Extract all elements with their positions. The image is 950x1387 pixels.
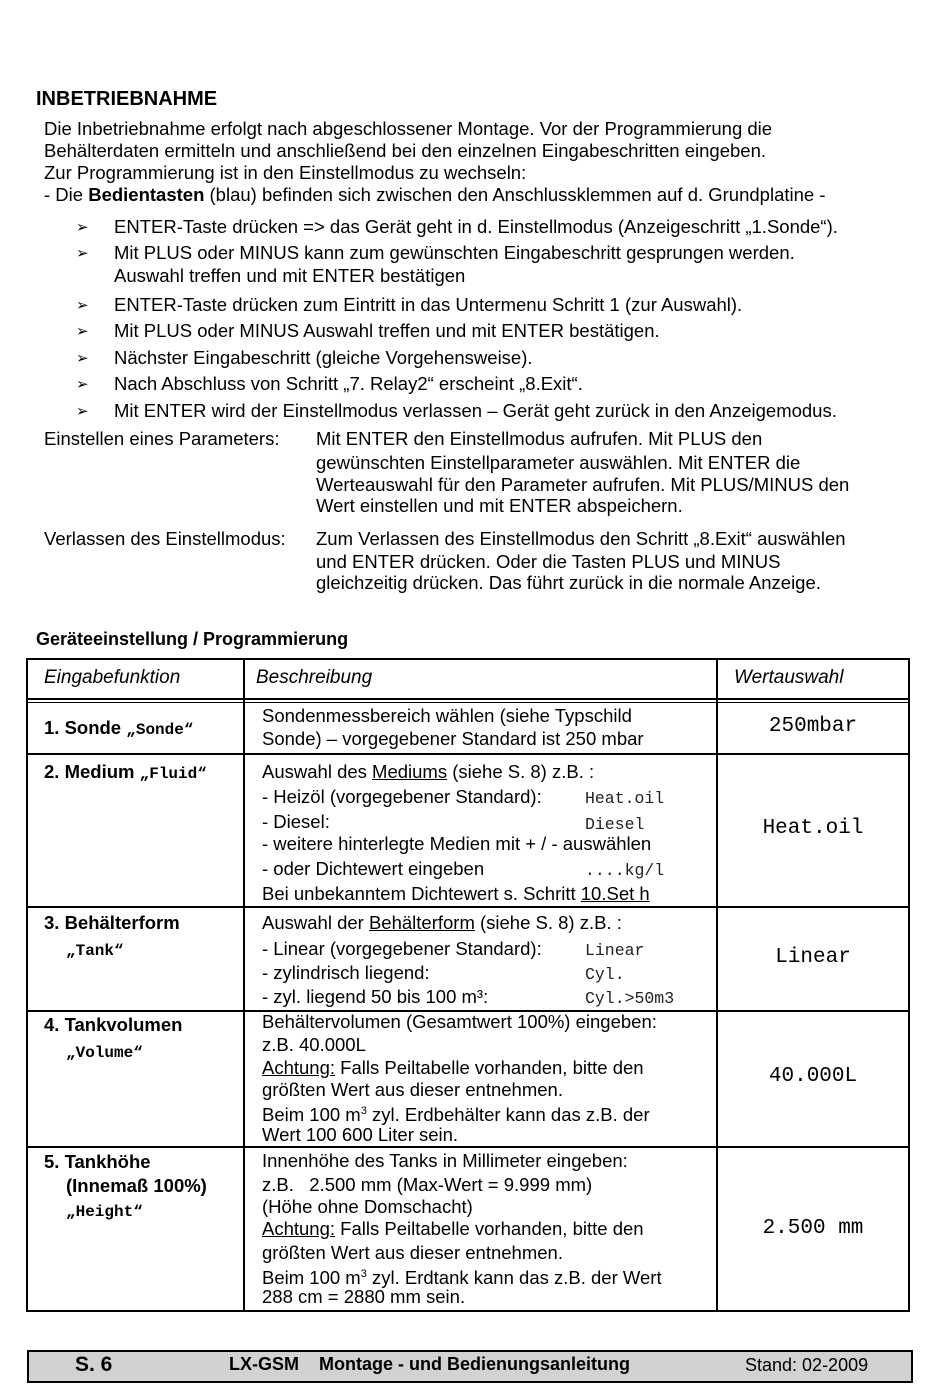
bullet-5: Nächster Eingabeschritt (gleiche Vorgehensweise). <box>114 347 533 368</box>
row-desc-line: z.B. 2.500 mm (Max-Wert = 9.999 mm) <box>262 1174 593 1195</box>
desc-text: Falls Peiltabelle vorhanden, bitte den <box>335 1057 644 1078</box>
function-label: 1. Sonde <box>44 717 127 738</box>
row-desc-line: größten Wert aus dieser entnehmen. <box>262 1242 563 1263</box>
row-value: 2.500 mm <box>762 1217 864 1240</box>
row-value: 250mbar <box>768 715 858 738</box>
desc-superscript: 3 <box>360 1105 367 1117</box>
bullet-4: Mit PLUS oder MINUS Auswahl treffen und mit ENTER bestätigen. <box>114 320 660 341</box>
bullet-1: ENTER-Taste drücken => das Gerät geht in d. Einstellmodus (Anzeigeschritt „1.Sonde“). <box>114 216 838 237</box>
row-function: 5. Tankhöhe <box>44 1151 151 1172</box>
row-desc-line: - zylindrisch liegend: <box>262 962 430 983</box>
row-function-code <box>66 1039 143 1065</box>
bullet-2-line-2: Auswahl treffen und mit ENTER bestätigen <box>114 265 466 286</box>
row-value: 40.000L <box>768 1065 858 1088</box>
intro-line-2: Behälterdaten ermitteln und anschließend bei den einzelnen Eingabeschritten eingeben. <box>44 140 767 161</box>
row-code: Cyl.>50m3 <box>585 989 675 1008</box>
row-desc-line: Sonde) – vorgegebener Standard ist 250 mbar <box>262 728 644 749</box>
desc-text: Falls Peiltabelle vorhanden, bitte den <box>335 1218 644 1239</box>
row-desc-line <box>262 1056 644 1079</box>
row-code: ....kg/l <box>585 861 665 880</box>
row-desc-line: - Linear (vorgegebener Standard): <box>262 938 542 959</box>
param-label: Einstellen eines Parameters: <box>44 428 280 449</box>
desc-text: Auswahl des <box>262 761 373 782</box>
row-value: Heat.oil <box>762 817 864 840</box>
desc-text: zyl. Erdbehälter kann das z.B. der <box>366 1104 650 1126</box>
bullet-7: Mit ENTER wird der Einstellmodus verlassen – Gerät geht zurück in den Anzeigemodus. <box>114 400 837 421</box>
arrow-bullet-icon: ➢ <box>76 245 89 262</box>
desc-underlined: Achtung: <box>262 1057 336 1078</box>
row-desc-line: (Höhe ohne Domschacht) <box>262 1196 473 1217</box>
row-desc-line: Innenhöhe des Tanks in Millimeter eingeben: <box>262 1150 628 1171</box>
row-code: Heat.oil <box>585 789 665 808</box>
row-desc-line <box>262 911 622 934</box>
row-function: 3. Behälterform <box>44 912 180 933</box>
row-code: Diesel <box>585 815 645 834</box>
row-code: Linear <box>585 941 645 960</box>
desc-text: (siehe S. 8) z.B. : <box>474 912 622 933</box>
param-line-3: Werteauswahl für den Parameter aufrufen. Mit PLUS/MINUS den <box>316 474 850 495</box>
arrow-bullet-icon: ➢ <box>76 376 89 393</box>
page-footer <box>27 1350 913 1383</box>
keys-line-prefix: - Die <box>44 184 89 205</box>
arrow-bullet-icon: ➢ <box>76 297 89 314</box>
row-desc-line: 288 cm = 2880 mm sein. <box>262 1286 466 1307</box>
bullet-3: ENTER-Taste drücken zum Eintritt in das Untermenu Schritt 1 (zur Auswahl). <box>114 294 743 315</box>
desc-underlined: Mediums <box>372 761 448 782</box>
footer-stand: Stand: 02-2009 <box>745 1355 869 1375</box>
footer-title: LX-GSM Montage - und Bedienungsanleitung <box>229 1354 630 1374</box>
row-desc-line: - Diesel: <box>262 811 330 832</box>
row-value: Linear <box>775 946 851 969</box>
bullet-2-line-1: Mit PLUS oder MINUS kann zum gewünschten Eingabeschritt gesprungen werden. <box>114 242 795 263</box>
arrow-bullet-icon: ➢ <box>76 403 89 420</box>
desc-underlined: 10.Set h <box>580 883 650 904</box>
function-code: „Tank“ <box>66 942 124 960</box>
desc-text: Beim 100 m <box>262 1104 361 1126</box>
row-function-code <box>66 937 124 963</box>
page-title: INBETRIEBNAHME <box>36 88 218 110</box>
row-desc-line: Sondenmessbereich wählen (siehe Typschild <box>262 705 632 726</box>
exit-line-2: und ENTER drücken. Oder die Tasten PLUS und MINUS <box>316 551 781 572</box>
desc-underlined: Achtung: <box>262 1218 336 1239</box>
bullet-6: Nach Abschluss von Schritt „7. Relay2“ erscheint „8.Exit“. <box>114 373 583 394</box>
row-desc-line <box>262 1217 644 1240</box>
page-number: S. 6 <box>75 1353 113 1376</box>
row-desc-line: Behältervolumen (Gesamtwert 100%) eingeben: <box>262 1011 657 1032</box>
row-desc-line: - weitere hinterlegte Medien mit + / - auswählen <box>262 833 652 854</box>
row-desc-line <box>262 882 650 905</box>
row-function <box>44 760 207 786</box>
row-desc-line: - Heizöl (vorgegebener Standard): <box>262 786 542 807</box>
exit-label: Verlassen des Einstellmodus: <box>44 528 286 549</box>
desc-text: Beim 100 m <box>262 1267 361 1289</box>
keys-line-bold: Bedientasten <box>88 184 205 205</box>
section-title: Geräteeinstellung / Programmierung <box>36 629 349 649</box>
function-code: „Volume“ <box>66 1044 143 1062</box>
row-desc-line: - oder Dichtewert eingeben <box>262 858 485 879</box>
desc-underlined: Behälterform <box>368 912 475 933</box>
param-line-4: Wert einstellen und mit ENTER abspeichern. <box>316 495 683 516</box>
row-desc-line: z.B. 40.000L <box>262 1034 366 1055</box>
function-code: „Sonde“ <box>126 721 194 739</box>
param-line-2: gewünschten Einstellparameter auswählen. Mit ENTER die <box>316 452 801 473</box>
row-desc-line: Wert 100 600 Liter sein. <box>262 1124 459 1145</box>
function-code: „Fluid“ <box>139 765 207 783</box>
arrow-bullet-icon: ➢ <box>76 350 89 367</box>
row-function-code <box>66 1198 143 1224</box>
intro-line-3: Zur Programmierung ist in den Einstellmodus zu wechseln: <box>44 162 527 183</box>
row-desc-line: - zyl. liegend 50 bis 100 m³: <box>262 986 489 1007</box>
header-beschreibung: Beschreibung <box>256 667 373 688</box>
row-code: Cyl. <box>585 965 625 984</box>
header-eingabefunktion: Eingabefunktion <box>44 667 181 688</box>
row-function <box>44 716 193 742</box>
intro-line-1: Die Inbetriebnahme erfolgt nach abgeschlossener Montage. Vor der Programmierung die <box>44 118 773 139</box>
row-function-sub: (Innemaß 100%) <box>66 1175 207 1196</box>
desc-text: zyl. Erdtank kann das z.B. der Wert <box>366 1267 662 1289</box>
row-desc-line: größten Wert aus dieser entnehmen. <box>262 1079 563 1100</box>
row-desc-line <box>262 760 594 783</box>
desc-text: Auswahl der <box>262 912 369 933</box>
function-code: „Height“ <box>66 1203 143 1221</box>
keys-line-suffix: (blau) befinden sich zwischen den Anschlussklemmen auf d. Grundplatine - <box>204 184 826 205</box>
desc-text: Bei unbekanntem Dichtewert s. Schritt <box>262 883 581 904</box>
param-line-1: Mit ENTER den Einstellmodus aufrufen. Mit PLUS den <box>316 428 763 449</box>
header-wertauswahl: Wertauswahl <box>734 667 844 688</box>
desc-superscript: 3 <box>360 1268 367 1280</box>
arrow-bullet-icon: ➢ <box>76 323 89 340</box>
exit-line-3: gleichzeitig drücken. Das führt zurück in die normale Anzeige. <box>316 572 821 593</box>
keys-line <box>44 184 826 206</box>
function-label: 2. Medium <box>44 761 140 782</box>
exit-line-1: Zum Verlassen des Einstellmodus den Schritt „8.Exit“ auswählen <box>316 528 846 549</box>
row-function: 4. Tankvolumen <box>44 1014 183 1035</box>
desc-text: (siehe S. 8) z.B. : <box>447 761 595 782</box>
arrow-bullet-icon: ➢ <box>76 219 89 236</box>
